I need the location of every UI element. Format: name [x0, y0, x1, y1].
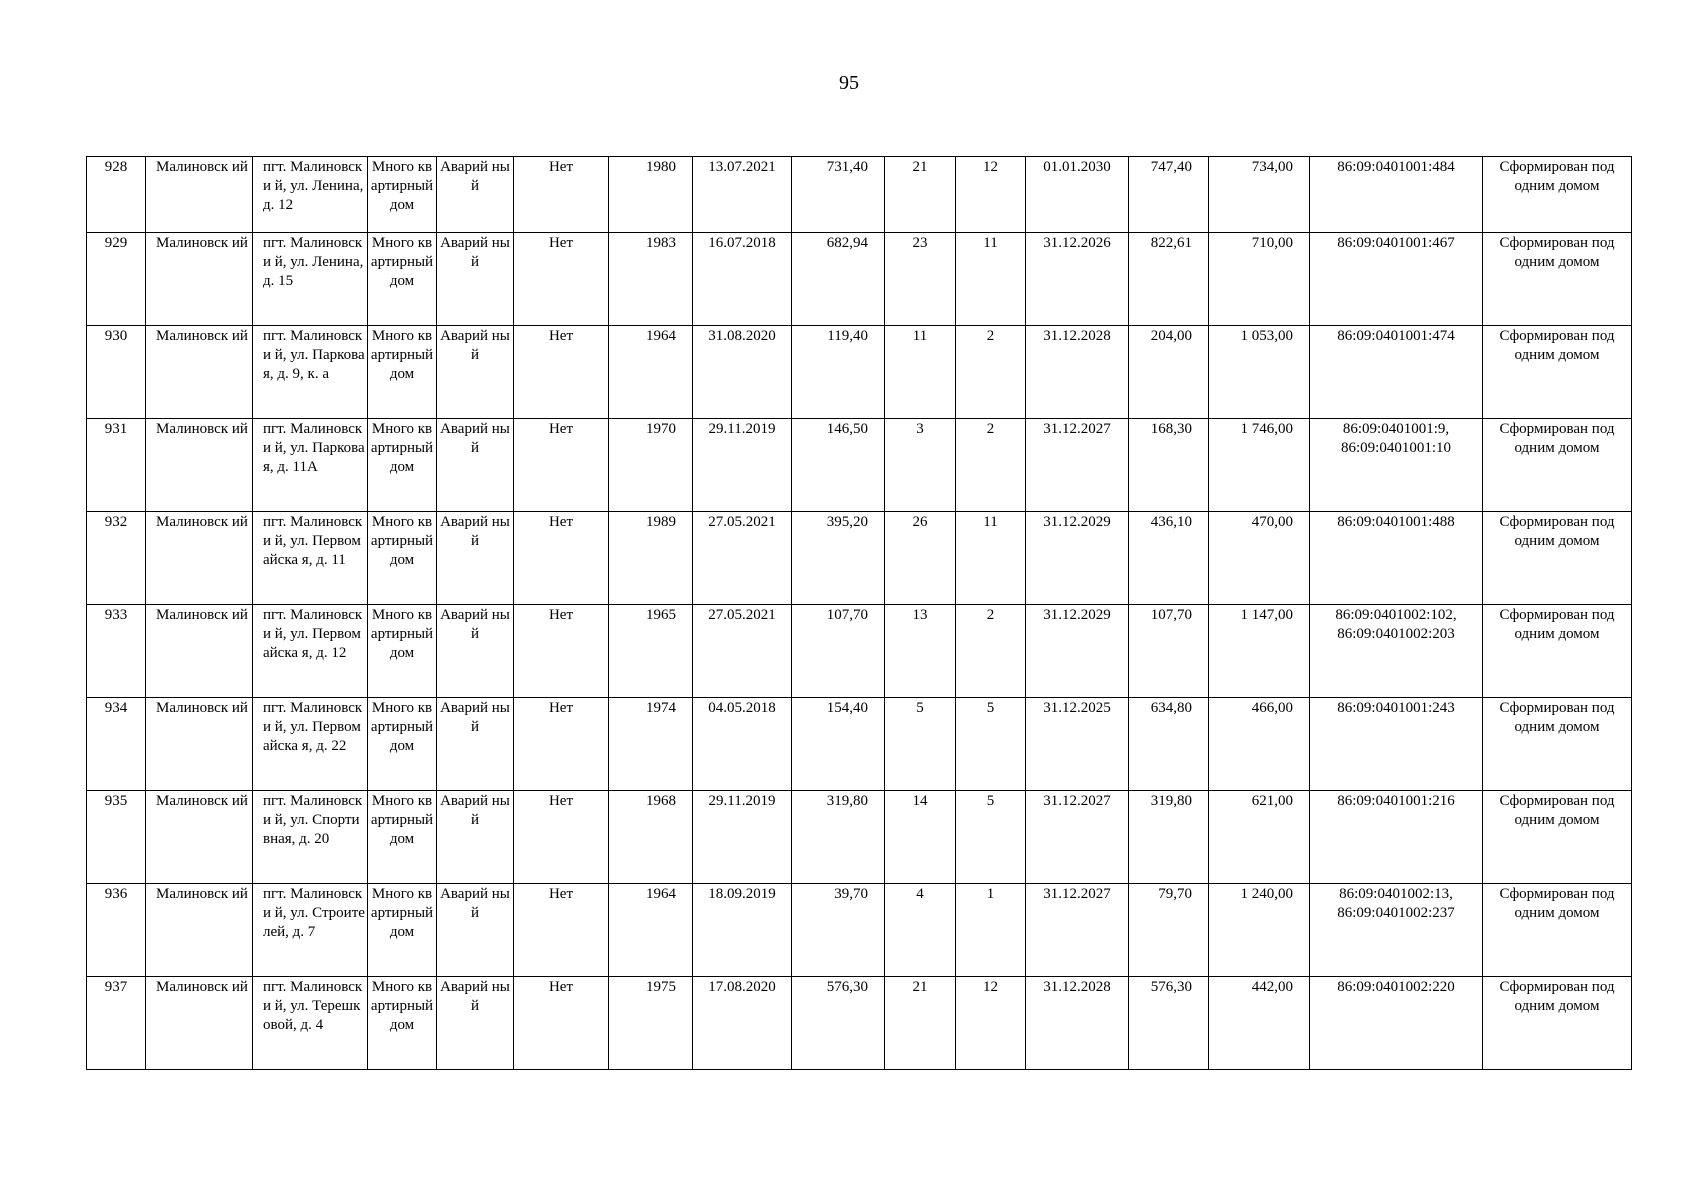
table-row — [87, 157, 1632, 233]
address-cell: пгт. Малиновски й, ул. Первомайска я, д. 11 — [253, 512, 368, 605]
land-status-cell: Сформирован под одним домом — [1483, 326, 1632, 419]
year-cell: 1964 — [609, 884, 693, 977]
status-cell: Аварий ный — [437, 512, 514, 605]
row-number: 936 — [87, 884, 146, 977]
residents-cell: 5 — [885, 698, 956, 791]
cadastral-number-cell: 86:09:0401001:488 — [1310, 512, 1483, 605]
total-area-cell: 204,00 — [1129, 326, 1209, 419]
page-number: 95 — [839, 72, 859, 94]
land-status-cell: Сформирован под одним домом — [1483, 233, 1632, 326]
residents-cell: 23 — [885, 233, 956, 326]
land-area-cell: 466,00 — [1209, 698, 1310, 791]
address-cell: пгт. Малиновски й, ул. Первомайска я, д. 12 — [253, 605, 368, 698]
status-cell: Аварий ный — [437, 884, 514, 977]
table-row — [87, 977, 1632, 1070]
year-cell: 1964 — [609, 326, 693, 419]
land-status-cell: Сформирован под одним домом — [1483, 791, 1632, 884]
area-cell: 154,40 — [792, 698, 885, 791]
recognized-date-cell: 18.09.2019 — [693, 884, 792, 977]
year-cell: 1975 — [609, 977, 693, 1070]
table-row — [87, 326, 1632, 419]
status-cell: Аварий ный — [437, 419, 514, 512]
planned-date-cell: 31.12.2027 — [1026, 884, 1129, 977]
year-cell: 1970 — [609, 419, 693, 512]
building-type-cell: Много квартирный дом — [368, 419, 437, 512]
recognized-date-cell: 29.11.2019 — [693, 791, 792, 884]
land-area-cell: 1 147,00 — [1209, 605, 1310, 698]
residents-cell: 26 — [885, 512, 956, 605]
land-status-cell: Сформирован под одним домом — [1483, 157, 1632, 233]
address-cell: пгт. Малиновски й, ул. Ленина, д. 12 — [253, 157, 368, 233]
total-area-cell: 79,70 — [1129, 884, 1209, 977]
total-area-cell: 747,40 — [1129, 157, 1209, 233]
building-type-cell: Много квартирный дом — [368, 977, 437, 1070]
municipality-cell: Малиновск ий — [146, 977, 253, 1070]
flag-cell: Нет — [514, 233, 609, 326]
municipality-cell: Малиновск ий — [146, 419, 253, 512]
area-cell: 731,40 — [792, 157, 885, 233]
status-cell: Аварий ный — [437, 157, 514, 233]
flag-cell: Нет — [514, 977, 609, 1070]
table-row — [87, 605, 1632, 698]
municipality-cell: Малиновск ий — [146, 791, 253, 884]
recognized-date-cell: 29.11.2019 — [693, 419, 792, 512]
flag-cell: Нет — [514, 698, 609, 791]
municipality-cell: Малиновск ий — [146, 605, 253, 698]
building-type-cell: Много квартирный дом — [368, 791, 437, 884]
status-cell: Аварий ный — [437, 233, 514, 326]
building-type-cell: Много квартирный дом — [368, 326, 437, 419]
area-cell: 319,80 — [792, 791, 885, 884]
planned-date-cell: 01.01.2030 — [1026, 157, 1129, 233]
year-cell: 1980 — [609, 157, 693, 233]
land-status-cell: Сформирован под одним домом — [1483, 977, 1632, 1070]
table-row — [87, 419, 1632, 512]
address-cell: пгт. Малиновски й, ул. Парковая, д. 11А — [253, 419, 368, 512]
land-area-cell: 1 240,00 — [1209, 884, 1310, 977]
area-cell: 119,40 — [792, 326, 885, 419]
year-cell: 1989 — [609, 512, 693, 605]
municipality-cell: Малиновск ий — [146, 233, 253, 326]
table-row — [87, 791, 1632, 884]
premises-cell: 2 — [956, 419, 1026, 512]
flag-cell: Нет — [514, 326, 609, 419]
recognized-date-cell: 13.07.2021 — [693, 157, 792, 233]
status-cell: Аварий ный — [437, 605, 514, 698]
total-area-cell: 319,80 — [1129, 791, 1209, 884]
area-cell: 576,30 — [792, 977, 885, 1070]
table-row — [87, 698, 1632, 791]
recognized-date-cell: 16.07.2018 — [693, 233, 792, 326]
building-type-cell: Много квартирный дом — [368, 512, 437, 605]
premises-cell: 5 — [956, 791, 1026, 884]
residents-cell: 3 — [885, 419, 956, 512]
municipality-cell: Малиновск ий — [146, 698, 253, 791]
address-cell: пгт. Малиновски й, ул. Первомайска я, д. 22 — [253, 698, 368, 791]
planned-date-cell: 31.12.2027 — [1026, 419, 1129, 512]
residents-cell: 21 — [885, 977, 956, 1070]
row-number: 935 — [87, 791, 146, 884]
land-area-cell: 470,00 — [1209, 512, 1310, 605]
status-cell: Аварий ный — [437, 977, 514, 1070]
cadastral-number-cell: 86:09:0401001:484 — [1310, 157, 1483, 233]
row-number: 929 — [87, 233, 146, 326]
building-type-cell: Много квартирный дом — [368, 605, 437, 698]
land-status-cell: Сформирован под одним домом — [1483, 512, 1632, 605]
recognized-date-cell: 04.05.2018 — [693, 698, 792, 791]
year-cell: 1965 — [609, 605, 693, 698]
building-type-cell: Много квартирный дом — [368, 157, 437, 233]
total-area-cell: 168,30 — [1129, 419, 1209, 512]
flag-cell: Нет — [514, 157, 609, 233]
address-cell: пгт. Малиновски й, ул. Терешковой, д. 4 — [253, 977, 368, 1070]
cadastral-number-cell: 86:09:0401001:216 — [1310, 791, 1483, 884]
building-type-cell: Много квартирный дом — [368, 233, 437, 326]
flag-cell: Нет — [514, 419, 609, 512]
recognized-date-cell: 27.05.2021 — [693, 512, 792, 605]
premises-cell: 2 — [956, 326, 1026, 419]
row-number: 931 — [87, 419, 146, 512]
row-number: 932 — [87, 512, 146, 605]
planned-date-cell: 31.12.2026 — [1026, 233, 1129, 326]
premises-cell: 12 — [956, 157, 1026, 233]
row-number: 934 — [87, 698, 146, 791]
residents-cell: 4 — [885, 884, 956, 977]
cadastral-number-cell: 86:09:0401001:474 — [1310, 326, 1483, 419]
land-area-cell: 734,00 — [1209, 157, 1310, 233]
residents-cell: 13 — [885, 605, 956, 698]
land-area-cell: 1 053,00 — [1209, 326, 1310, 419]
flag-cell: Нет — [514, 791, 609, 884]
flag-cell: Нет — [514, 884, 609, 977]
row-number: 928 — [87, 157, 146, 233]
housing-registry-table — [86, 156, 1632, 1070]
total-area-cell: 822,61 — [1129, 233, 1209, 326]
table-row — [87, 884, 1632, 977]
municipality-cell: Малиновск ий — [146, 884, 253, 977]
area-cell: 682,94 — [792, 233, 885, 326]
premises-cell: 11 — [956, 233, 1026, 326]
row-number: 933 — [87, 605, 146, 698]
premises-cell: 1 — [956, 884, 1026, 977]
land-status-cell: Сформирован под одним домом — [1483, 605, 1632, 698]
planned-date-cell: 31.12.2029 — [1026, 605, 1129, 698]
cadastral-number-cell: 86:09:0401001:243 — [1310, 698, 1483, 791]
recognized-date-cell: 17.08.2020 — [693, 977, 792, 1070]
status-cell: Аварий ный — [437, 791, 514, 884]
building-type-cell: Много квартирный дом — [368, 884, 437, 977]
planned-date-cell: 31.12.2028 — [1026, 977, 1129, 1070]
table-body — [87, 157, 1632, 1070]
address-cell: пгт. Малиновски й, ул. Ленина, д. 15 — [253, 233, 368, 326]
land-area-cell: 710,00 — [1209, 233, 1310, 326]
residents-cell: 14 — [885, 791, 956, 884]
table-row — [87, 233, 1632, 326]
residents-cell: 21 — [885, 157, 956, 233]
area-cell: 146,50 — [792, 419, 885, 512]
flag-cell: Нет — [514, 605, 609, 698]
address-cell: пгт. Малиновски й, ул. Парковая, д. 9, к. а — [253, 326, 368, 419]
status-cell: Аварий ный — [437, 326, 514, 419]
land-status-cell: Сформирован под одним домом — [1483, 884, 1632, 977]
land-status-cell: Сформирован под одним домом — [1483, 419, 1632, 512]
cadastral-number-cell: 86:09:0401001:467 — [1310, 233, 1483, 326]
premises-cell: 12 — [956, 977, 1026, 1070]
building-type-cell: Много квартирный дом — [368, 698, 437, 791]
premises-cell: 11 — [956, 512, 1026, 605]
municipality-cell: Малиновск ий — [146, 326, 253, 419]
residents-cell: 11 — [885, 326, 956, 419]
planned-date-cell: 31.12.2029 — [1026, 512, 1129, 605]
area-cell: 107,70 — [792, 605, 885, 698]
municipality-cell: Малиновск ий — [146, 512, 253, 605]
cadastral-number-cell: 86:09:0401002:102, 86:09:0401002:203 — [1310, 605, 1483, 698]
area-cell: 39,70 — [792, 884, 885, 977]
planned-date-cell: 31.12.2027 — [1026, 791, 1129, 884]
year-cell: 1974 — [609, 698, 693, 791]
cadastral-number-cell: 86:09:0401002:220 — [1310, 977, 1483, 1070]
premises-cell: 2 — [956, 605, 1026, 698]
land-area-cell: 621,00 — [1209, 791, 1310, 884]
row-number: 930 — [87, 326, 146, 419]
recognized-date-cell: 27.05.2021 — [693, 605, 792, 698]
total-area-cell: 436,10 — [1129, 512, 1209, 605]
land-status-cell: Сформирован под одним домом — [1483, 698, 1632, 791]
recognized-date-cell: 31.08.2020 — [693, 326, 792, 419]
planned-date-cell: 31.12.2028 — [1026, 326, 1129, 419]
address-cell: пгт. Малиновски й, ул. Строителей, д. 7 — [253, 884, 368, 977]
cadastral-number-cell: 86:09:0401002:13, 86:09:0401002:237 — [1310, 884, 1483, 977]
table-row — [87, 512, 1632, 605]
flag-cell: Нет — [514, 512, 609, 605]
row-number: 937 — [87, 977, 146, 1070]
cadastral-number-cell: 86:09:0401001:9, 86:09:0401001:10 — [1310, 419, 1483, 512]
status-cell: Аварий ный — [437, 698, 514, 791]
premises-cell: 5 — [956, 698, 1026, 791]
planned-date-cell: 31.12.2025 — [1026, 698, 1129, 791]
year-cell: 1968 — [609, 791, 693, 884]
municipality-cell: Малиновск ий — [146, 157, 253, 233]
land-area-cell: 1 746,00 — [1209, 419, 1310, 512]
total-area-cell: 107,70 — [1129, 605, 1209, 698]
total-area-cell: 576,30 — [1129, 977, 1209, 1070]
year-cell: 1983 — [609, 233, 693, 326]
area-cell: 395,20 — [792, 512, 885, 605]
total-area-cell: 634,80 — [1129, 698, 1209, 791]
land-area-cell: 442,00 — [1209, 977, 1310, 1070]
address-cell: пгт. Малиновски й, ул. Спортивная, д. 20 — [253, 791, 368, 884]
